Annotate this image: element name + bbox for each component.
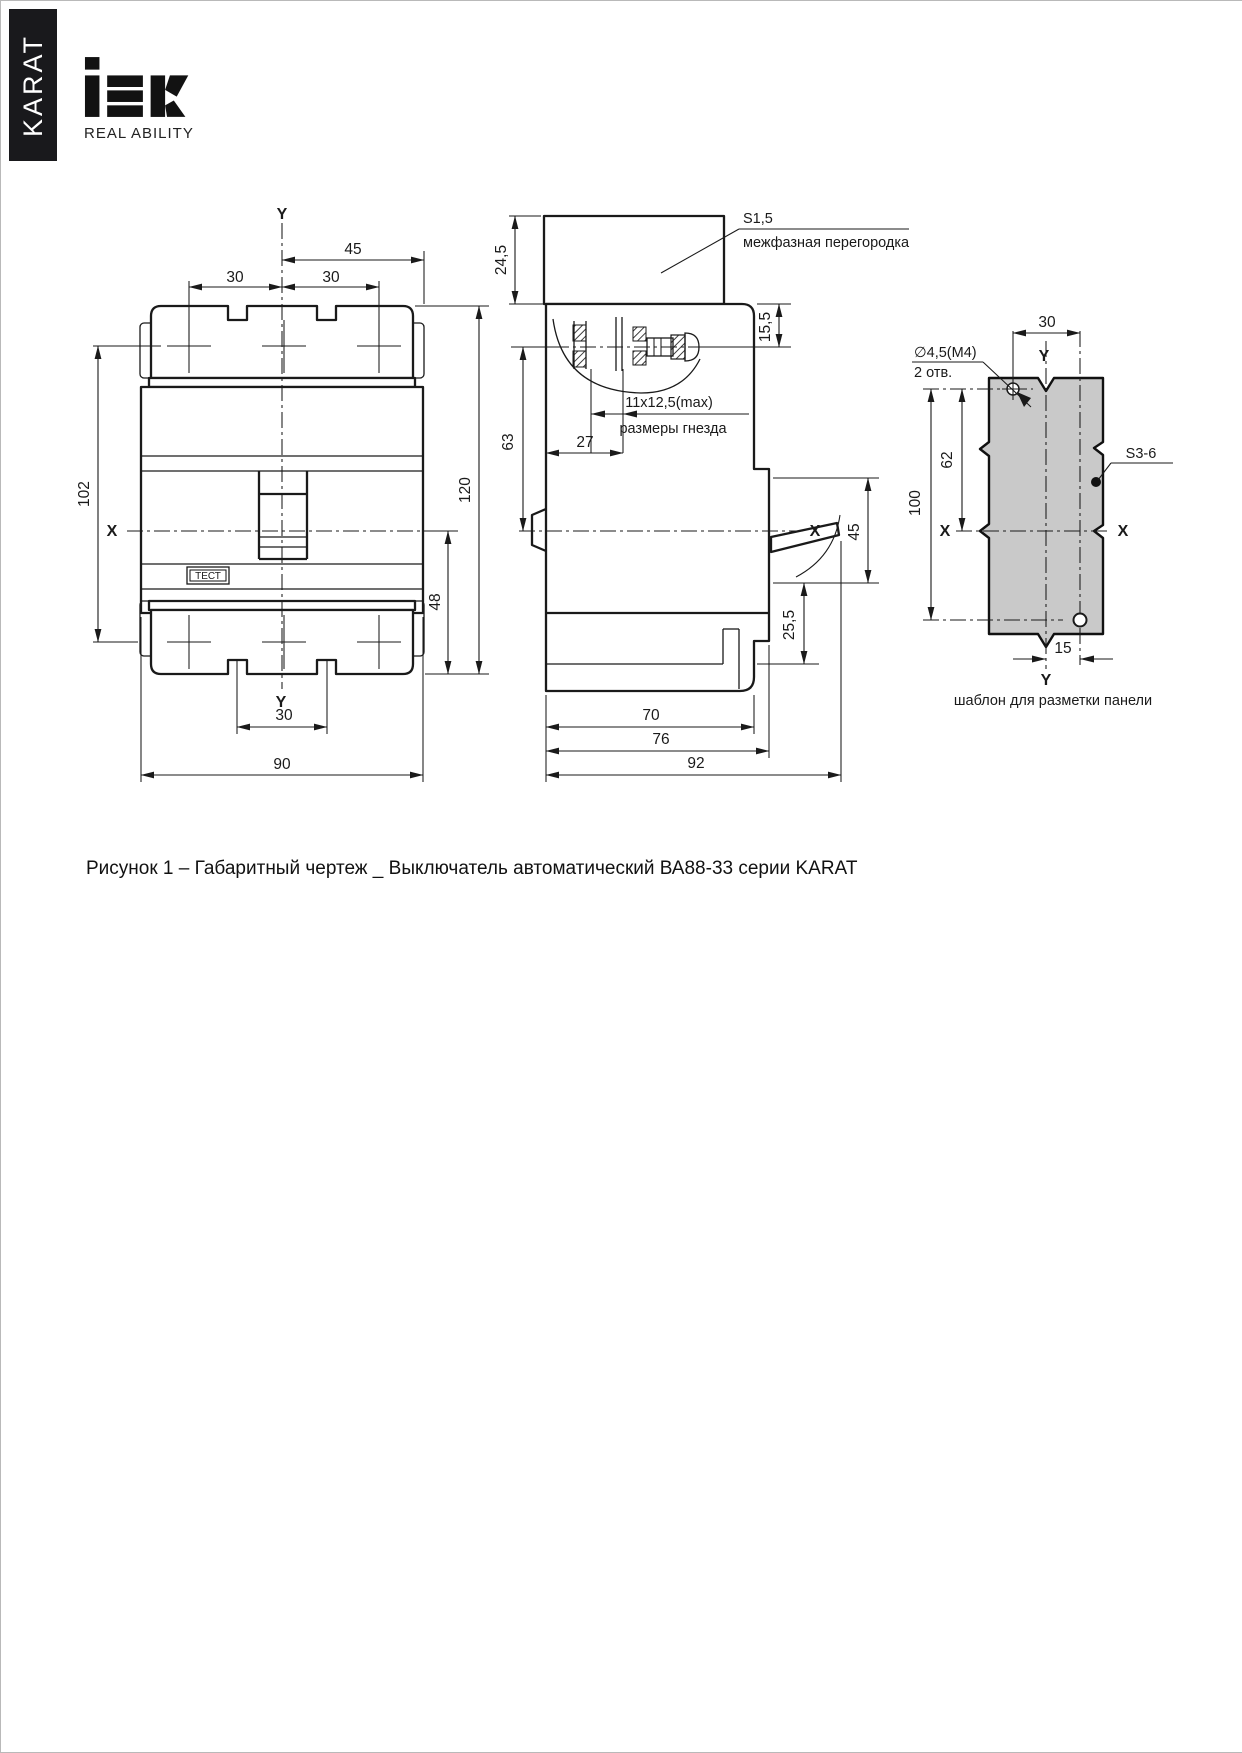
figure-caption: Рисунок 1 – Габаритный чертеж _ Выключатель автоматический ВА88-33 серии KARAT [86,858,858,879]
side-dim-76: 76 [652,731,670,748]
front-dim-45: 45 [344,241,362,258]
panel-dim-15: 15 [1054,640,1072,657]
front-axis-y-bottom: Y [275,694,287,711]
front-dim-30-left: 30 [226,269,244,286]
side-dim-63: 63 [500,433,517,451]
socket-size-label: 11x12,5(max) [625,395,713,411]
panel-axis-y-top: Y [1038,348,1050,365]
front-dim-120: 120 [457,477,474,503]
side-view [493,211,910,782]
front-axis-x-left: X [106,523,118,540]
panel-thickness-label: S3-6 [1125,446,1157,462]
side-dim-92: 92 [687,755,705,772]
test-button-label: ТЕСТ [195,571,221,582]
side-dim-24-5: 24,5 [493,244,510,276]
panel-axis-y-bottom: Y [1040,672,1052,689]
mounting-hole-bottom [1074,614,1087,627]
panel-thickness-callout [1098,446,1173,480]
hole-count-label: 2 отв. [914,365,953,381]
dimensional-drawing [1,1,1242,831]
panel-template-view [907,314,1173,709]
interphase-barrier [544,216,724,304]
front-dim-102: 102 [76,481,93,507]
front-dim-48: 48 [427,593,444,611]
front-dim-30-bottom: 30 [275,707,293,724]
side-dim-45: 45 [846,523,863,541]
front-dim-90: 90 [273,756,291,773]
side-dim-70: 70 [642,707,660,724]
panel-axis-x-right: X [1117,523,1129,540]
side-axis-x: X [809,523,821,540]
panel-dim-62: 62 [939,451,956,469]
panel-caption: шаблон для разметки панели [953,693,1153,709]
side-dim-15-5: 15,5 [757,311,774,343]
barrier-name-label: межфазная перегородка [743,235,910,251]
panel-dim-30: 30 [1038,314,1056,331]
socket-name-label: размеры гнезда [619,421,727,437]
side-dim-27: 27 [576,434,594,451]
karat-vertical-label: KARAT [17,33,48,137]
front-dim-30-right: 30 [322,269,340,286]
brand-tagline: REAL ABILITY [84,125,194,142]
front-axis-y-top: Y [276,206,288,223]
panel-axis-x-left: X [939,523,951,540]
panel-dim-100: 100 [907,490,924,516]
barrier-thickness-label: S1,5 [743,211,773,227]
side-dim-25-5: 25,5 [781,609,798,641]
hole-size-label: ∅4,5(M4) [914,345,977,361]
panel-plate [980,378,1103,647]
front-view [76,206,489,782]
